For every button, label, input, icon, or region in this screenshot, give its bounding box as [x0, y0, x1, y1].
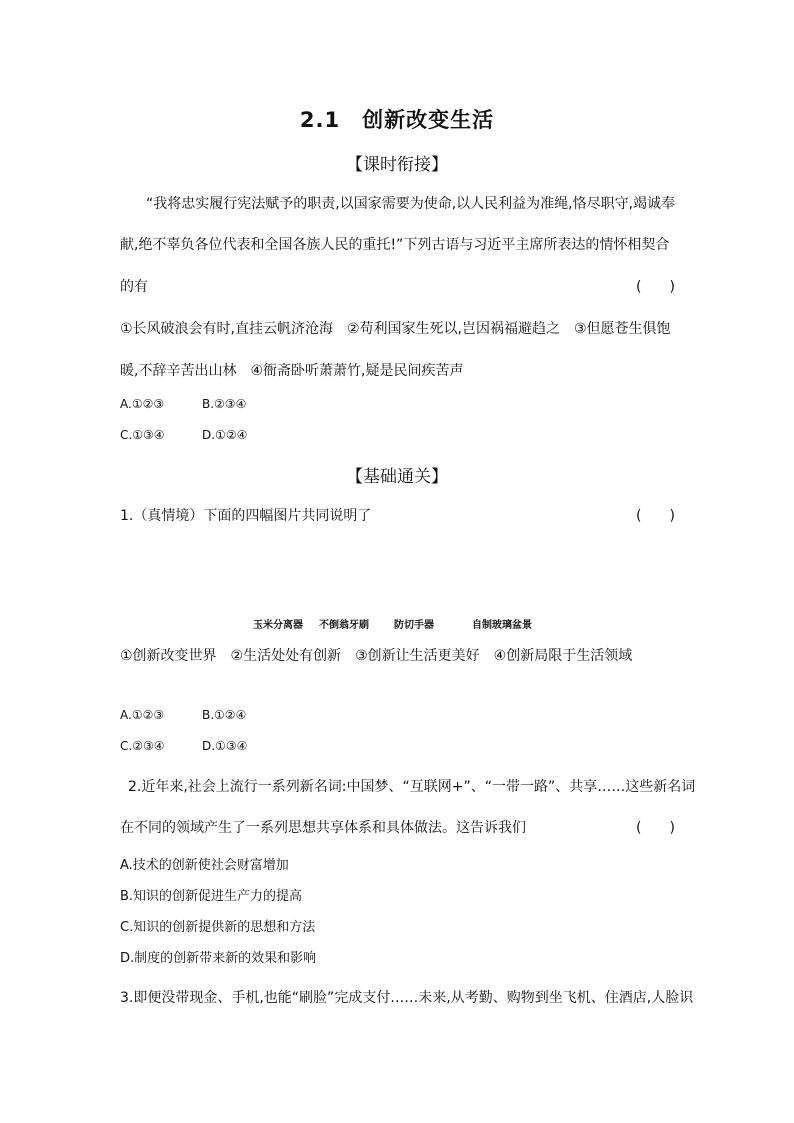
- q1-option-b: B.①②④: [202, 708, 247, 722]
- q2-answer-paren: ( ): [636, 820, 675, 836]
- q2-option-c: C.知识的创新提供新的思想和方法: [120, 920, 316, 935]
- q1-option-d: D.①③④: [202, 739, 248, 753]
- intro-option-d: D.①②④: [202, 428, 248, 442]
- intro-items-line-2: 暖,不辞辛苦出山林 ④衙斋卧听萧萧竹,疑是民间疾苦声: [120, 363, 464, 379]
- intro-option-a: A.①②③: [120, 397, 165, 411]
- intro-line-1: “我将忠实履行宪法赋予的职责,以国家需要为使命,以人民利益为准绳,恪尽职守,竭诚奉: [146, 196, 676, 212]
- intro-option-b: B.②③④: [202, 397, 247, 411]
- q2-line-2: 在不同的领域产生了一系列思想共享体系和具体做法。这告诉我们: [120, 820, 526, 836]
- q1-image-label-2: 不倒翁牙刷: [319, 620, 369, 631]
- intro-items-line-1: ①长风破浪会有时,直挂云帆济沧海 ②苟利国家生死以,岂因祸福避趋之 ③但愿苍生俱饱: [120, 321, 671, 337]
- q1-image-label-4: 自制玻璃盆景: [472, 620, 532, 631]
- q1-items: ①创新改变世界 ②生活处处有创新 ③创新让生活更美好 ④创新局限于生活领域: [120, 648, 633, 664]
- q1-answer-paren: ( ): [636, 508, 675, 524]
- q1-stem: 1.（真情境）下面的四幅图片共同说明了: [120, 508, 372, 524]
- q1-image-label-3: 防切手器: [394, 620, 434, 631]
- section-heading-basic: 【基础通关】: [346, 467, 448, 487]
- q2-option-a: A.技术的创新使社会财富增加: [120, 858, 289, 873]
- q3-line-1: 3.即便没带现金、手机,也能“刷脸”完成支付……未来,从考勤、购物到坐飞机、住酒店,人脸识: [120, 990, 694, 1006]
- q2-option-d: D.制度的创新带来新的效果和影响: [120, 951, 317, 966]
- intro-line-3: 的有: [120, 279, 148, 295]
- page-title: 2.1 创新改变生活: [299, 108, 495, 132]
- q2-line-1: 2.近年来,社会上流行一系列新名词:中国梦、“互联网+”、“一带一路”、共享……这些新名词: [128, 779, 696, 795]
- q1-option-a: A.①②③: [120, 708, 165, 722]
- intro-line-2: 献,绝不辜负各位代表和全国各族人民的重托!”下列古语与习近平主席所表达的情怀相契合: [120, 237, 670, 253]
- intro-option-c: C.①③④: [120, 428, 165, 442]
- q1-image-label-1: 玉米分离器: [253, 620, 303, 631]
- section-heading-lesson-link: 【课时衔接】: [346, 155, 448, 175]
- q1-option-c: C.②③④: [120, 739, 165, 753]
- q2-option-b: B.知识的创新促进生产力的提高: [120, 889, 303, 904]
- intro-answer-paren: ( ): [636, 279, 675, 295]
